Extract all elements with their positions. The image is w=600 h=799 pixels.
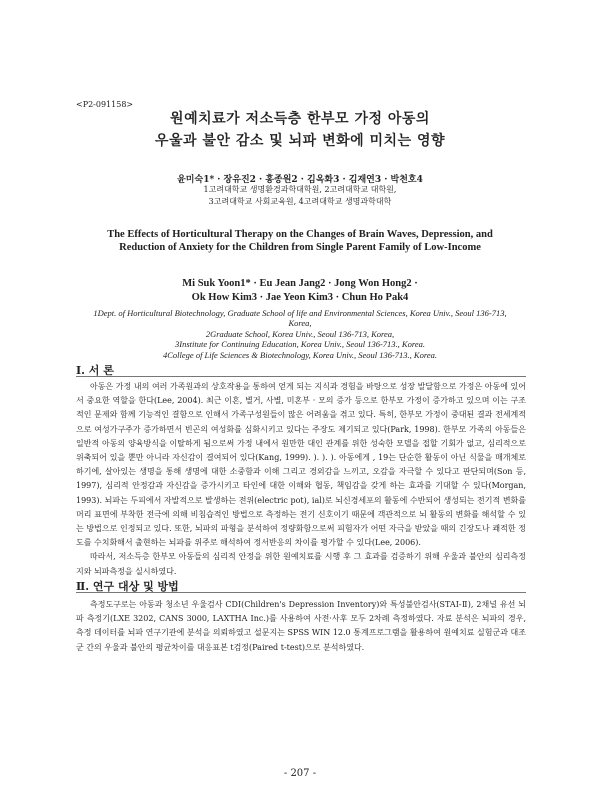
- authors-ko: 윤미숙1* · 장유진2 · 홍종원2 · 김옥화3 · 김재연3 · 박천호4: [177, 175, 423, 185]
- introduction-paragraph-1: 아동은 가정 내의 여러 가족원과의 상호작용을 통하여 얻게 되는 지식과 경험을 바탕으로 성장 발달함으로 가정은 아동에 있어서 중요한 역할을 한다(Lee, 2004). 최근 이혼, 별거, 사별, 미혼부 · 모의 증가 등으로 한부모 가정이 증가하고 있으며 이는 구조적인 문제와 함께 기능적인 결함으로 인해서 가족구성원들이 많은 어려움을 겪고 있다. 특히, 한부모 가정이 중대된 결과 전세계적으로 여성가구주가 증가하면서 빈곤의 여성화를 심화시키고 있다는 주장도 제기되고 있다(Park, 1998). 한부모 가족의 아동들은 일반적 아동의 양육방식을 이탈하게 됨으로써 가정 내에서 원만한 대인 관계를 위한 성숙한 모델을 접할 기회가 없고, 심리적으로 위축되어 있을 뿐만 아니라 자신감이 결여되어 있다(Kang, 1999). ). ). ). 아동에게 , 19는 단순한 활동이 아닌 식물을 매개체로 하기에, 살아있는 생명을 통해 생명에 대한 소중함과 이해 그리고 경외감을 느끼고, 오감을 자극할 수 있다고 판단되며(Son 등, 1997), 심리적 안정감과 자신감을 증가시키고 타인에 대한 이해와 협동, 책임감을 갖게 하는 효과를 기대할 수 있다(Morgan, 1993). 뇌파는 두피에서 자발적으로 발생하는 전위(electric pot), ial)로 뇌신경세포의 활동에 수반되어 생성되는 전기적 변화를 머리 표면에 부착한 전극에 의해 비침습적인 방법으로 측정하는 전기 신호이기 때문에 객관적으로 뇌 활동의 변화를 해석할 수 있는 방법으로 인정되고 있다. 또한, 뇌파의 파형을 분석하여 정량화함으로써 피험자가 어떤 자극을 받았을 때의 긴장도나 쾌적한 정도를 수치화해서 출현하는 뇌파를 위주로 해석하여 정서반응의 차이를 평가할 수 있다(Lee, 2006).: [76, 382, 526, 548]
- title-ko-line2: 우울과 불안 감소 및 뇌파 변화에 미치는 영향: [154, 133, 446, 149]
- introduction-body: [76, 380, 526, 579]
- affiliations-ko-line2: 3고려대학교 사회교육원, 4고려대학교 생명과학대학: [208, 197, 392, 206]
- section-heading-introduction: Ⅰ. 서 론: [76, 364, 114, 377]
- title-ko-line1: 원예치료가 저소득층 한부모 가정 아동의: [170, 111, 430, 127]
- section-heading-methods: Ⅱ. 연구 대상 및 방법: [76, 580, 179, 593]
- affiliation-en-4: 4College of Life Sciences & Biotechnology, Korea Univ., Seoul 136-713., Korea.: [163, 349, 437, 360]
- affiliations-ko-line1: 1고려대학교 생명환경과학대학원, 2고려대학교 대학원,: [203, 185, 397, 194]
- affiliation-en-3: 3Institute for Continuing Education, Korea Univ., Seoul 136-713., Korea.: [175, 339, 425, 350]
- affiliation-en-2: 2Graduate School, Korea Univ., Seoul 136-713, Korea,: [205, 328, 395, 339]
- methods-paragraph-1: 측정도구로는 아동과 청소년 우울검사 CDI(Children's Depression Inventory)와 특성불안검사(STAI-Ⅱ), 2채널 유선 뇌파 측정기(LXE 3202, CANS 3000, LAXTHA Inc.)를 사용하여 사전·사후 모두 2차례 측정하였다. 자료 분석은 뇌파의 경우, 측정 데이터를 뇌파 연구기관에 분석을 의뢰하였고 설문지는 SPSS WIN 12.0 통계프로그램을 활용하여 원예치료 실험군과 대조군 간의 우울과 불안의 평균차이를 대응표본 t검정(Paired t-test)으로 분석하였다.: [76, 600, 526, 652]
- section-divider: [76, 592, 526, 593]
- methods-body: [76, 598, 526, 655]
- section-divider: [76, 376, 526, 377]
- page-code: <P2-091158>: [76, 100, 134, 109]
- authors-en-line2: Ok How Kim3 · Jae Yeon Kim3 · Chun Ho Pak4: [191, 292, 409, 303]
- affiliation-en-1: 1Dept. of Horticultural Biotechnology, Graduate School of life and Environmental Sciences, Korea Univ., Seoul 136-713, Korea,: [93, 308, 507, 329]
- introduction-paragraph-2: 따라서, 저소득층 한부모 아동들의 심리적 안정을 위한 원예치료를 시행 후 그 효과를 검증하기 위해 우울과 불안의 심리측정지와 뇌파측정을 실시하였다.: [76, 552, 526, 576]
- affiliations-en: [90, 308, 510, 360]
- authors-en-line1: Mi Suk Yoon1* · Eu Jean Jang2 · Jong Won Hong2 ·: [182, 278, 418, 289]
- title-en: The Effects of Horticultural Therapy on the Changes of Brain Waves, Depression, and Reduction of Anxiety for the Children from Single Parent Family of Low-Income: [107, 229, 493, 253]
- page-number: - 207 -: [283, 768, 317, 779]
